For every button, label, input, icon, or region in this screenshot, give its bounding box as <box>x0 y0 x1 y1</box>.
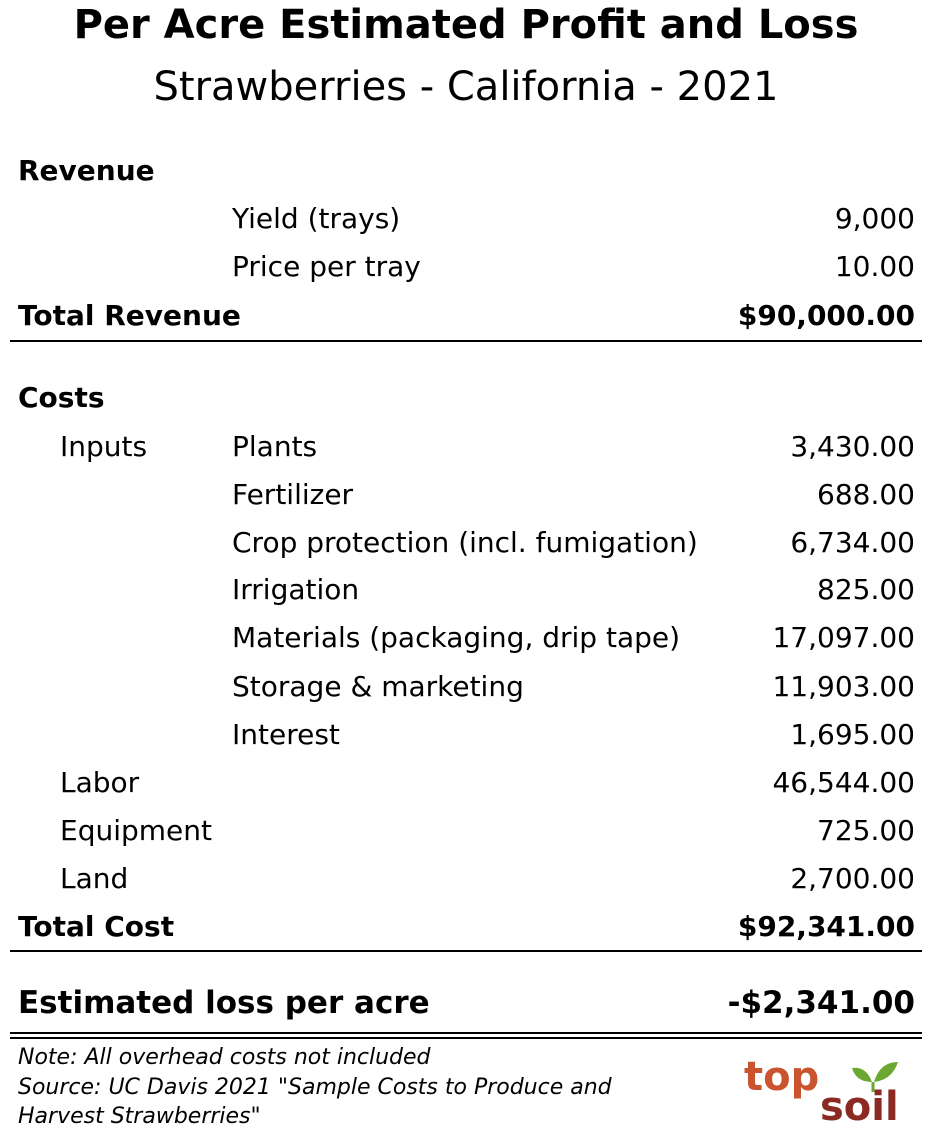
row-label: Irrigation <box>232 573 360 606</box>
row-label: Fertilizer <box>232 478 354 511</box>
total-cost-label: Total Cost <box>18 910 175 943</box>
source-line-2: Harvest Strawberries" <box>18 1104 261 1129</box>
row-label: Storage & marketing <box>232 670 524 703</box>
double-rule-bottom <box>10 1037 922 1039</box>
double-rule-top <box>10 1032 922 1034</box>
cost-row-plants <box>0 425 932 469</box>
inputs-label: Inputs <box>60 430 148 463</box>
row-label: Materials (packaging, drip tape) <box>232 621 681 654</box>
revenue-heading <box>0 149 932 193</box>
estimated-loss-row <box>0 981 932 1025</box>
cost-row-materials <box>0 616 932 660</box>
row-value: 3,430.00 <box>790 430 915 463</box>
row-value: 725.00 <box>817 814 915 847</box>
cost-row-irrigation <box>0 568 932 612</box>
cost-row-labor <box>0 761 932 805</box>
row-value: 825.00 <box>817 573 915 606</box>
total-cost-row <box>0 905 932 949</box>
estimated-loss-value: -$2,341.00 <box>727 985 915 1021</box>
source-line-1: Source: UC Davis 2021 "Sample Costs to Produce and <box>18 1075 612 1100</box>
row-value: 46,544.00 <box>772 766 915 799</box>
estimated-loss-label: Estimated loss per acre <box>18 985 430 1021</box>
page-subtitle: Strawberries - California - 2021 <box>153 64 779 110</box>
logo-text-bottom: soil <box>820 1084 899 1127</box>
logo-text-top: top <box>744 1054 820 1100</box>
total-revenue-value: $90,000.00 <box>737 299 915 332</box>
row-label: Equipment <box>60 814 212 847</box>
total-cost-value: $92,341.00 <box>737 910 915 943</box>
row-label: Labor <box>60 766 140 799</box>
cost-row-interest <box>0 713 932 757</box>
row-value: 1,695.00 <box>790 718 915 751</box>
cost-row-equipment <box>0 809 932 853</box>
row-label: Plants <box>232 430 318 463</box>
row-label: Crop protection (incl. fumigation) <box>232 526 698 559</box>
costs-heading-label: Costs <box>18 381 105 414</box>
row-value: 688.00 <box>817 478 915 511</box>
costs-heading <box>0 376 932 420</box>
row-label: Land <box>60 862 129 895</box>
row-label: Yield (trays) <box>232 202 401 235</box>
row-value: 10.00 <box>834 250 915 283</box>
revenue-divider <box>10 340 922 342</box>
revenue-heading-label: Revenue <box>18 154 155 187</box>
topsoil-logo <box>742 1052 922 1127</box>
cost-row-crop-protection <box>0 521 932 565</box>
revenue-row-price <box>0 245 932 289</box>
costs-divider <box>10 950 922 952</box>
note-overhead: Note: All overhead costs not included <box>18 1045 431 1070</box>
row-label: Interest <box>232 718 340 751</box>
row-value: 2,700.00 <box>790 862 915 895</box>
cost-row-land <box>0 857 932 901</box>
total-revenue-label: Total Revenue <box>18 299 241 332</box>
cost-row-storage <box>0 665 932 709</box>
row-value: 6,734.00 <box>790 526 915 559</box>
row-value: 11,903.00 <box>772 670 915 703</box>
total-revenue-row <box>0 294 932 338</box>
revenue-row-yield <box>0 197 932 241</box>
page-title: Per Acre Estimated Profit and Loss <box>73 2 859 48</box>
cost-row-fertilizer <box>0 473 932 517</box>
row-value: 17,097.00 <box>772 621 915 654</box>
row-value: 9,000 <box>834 202 915 235</box>
row-label: Price per tray <box>232 250 421 283</box>
